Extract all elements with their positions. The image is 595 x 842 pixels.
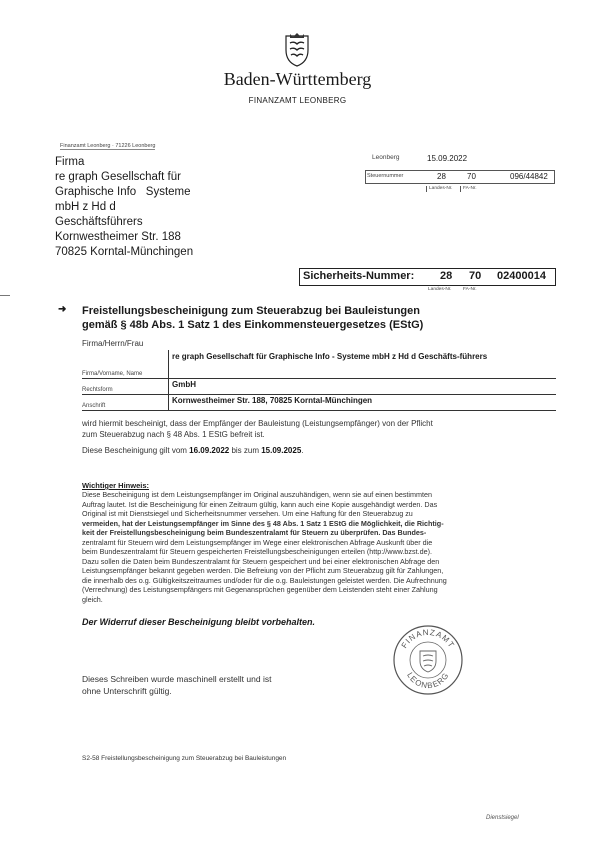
valid-to: 15.09.2025 (261, 446, 302, 455)
sicherheitsnummer-part: 70 (469, 270, 482, 282)
sicherheitsnummer-part: 02400014 (497, 270, 546, 282)
sicherheitsnummer-part: 28 (440, 270, 453, 282)
date-label: Leonberg (372, 154, 400, 161)
table-row (82, 394, 556, 411)
letterhead-office: FINANZAMT LEONBERG (248, 96, 347, 105)
heading-line: Freistellungsbescheinigung zum Steuerabzug bei Bauleistungen (82, 305, 420, 317)
closing-line: ohne Unterschrift gültig. (82, 686, 172, 696)
document-heading (82, 304, 423, 332)
hint-title: Wichtiger Hinweis: (82, 481, 150, 490)
validity-suffix: . (301, 446, 304, 455)
table-row-label: Rechtsform (82, 387, 113, 393)
table-row-value: re graph Gesellschaft für Graphische Info - Systeme mbH z Hd d Geschäfts-führers (172, 352, 488, 361)
hint-line: die innerhalb des o.g. Gültigkeitszeitraumes und/oder für die o.g. Bauleistungen geleistet werden. Die Aufrechnung (82, 575, 447, 585)
sicherheitsnummer-sublabel: Landes-Nr. (428, 287, 452, 292)
fold-mark (0, 295, 10, 296)
steuernummer-sublabel: Landes-Nr. (426, 186, 459, 192)
table-row-label: Anschrift (82, 403, 106, 409)
hint-line: vermeiden, hat der Leistungsempfänger im Sinne des § 48 Abs. 1 Satz 1 EStG die Möglichkeit, die Richtig- (82, 518, 444, 528)
closing-text (82, 673, 271, 697)
sender-line: Finanzamt Leonberg · 71226 Leonberg (60, 143, 156, 149)
validity-text (82, 446, 304, 455)
coat-of-arms-icon (282, 32, 312, 68)
table-row-value: GmbH (172, 380, 196, 389)
hint-line: zentralamt für Steuern wird dem Leistungsempfänger im Wege einer elektronischen Abfrage Auskunft über die (82, 537, 433, 547)
svg-text:LEONBERG (405, 671, 451, 691)
hint-line: Auftrag lautet. Ist die Bescheinigung für einen Zeitraum gültig, kann auch eine Kopie ausgehändigt werden. Das (82, 499, 438, 509)
hint-line: Leistungsempfänger bekannt gegeben werden. Die Befreiung von der Pflicht zum Steuerabzug gilt für Zahlungen, (82, 566, 444, 575)
recipient-line: Geschäftsführers (55, 216, 143, 228)
table-row (82, 378, 556, 395)
arrow-icon: ➜ (58, 304, 67, 315)
steuernummer-landes: 28 (437, 172, 446, 181)
recipient-line: re graph Gesellschaft für (55, 171, 181, 183)
hint-line: Diese Bescheinigung ist dem Leistungsempfänger im Original auszuhändigen, wenn sie auf einen bestimmten (82, 490, 432, 499)
hint-line: gleich. (82, 594, 103, 604)
validity-mid: bis zum (229, 446, 262, 455)
firma-label: Firma/Herrn/Frau (82, 339, 144, 348)
body-line: wird hiermit bescheinigt, dass der Empfänger der Bauleistung (Leistungsempfänger) von der Pflicht (82, 419, 433, 428)
hint-line: Dazu sollen die Daten beim Bundeszentralamt für Steuern gespeichert und bei einer elektronischen Abfrage den (82, 556, 440, 566)
form-footer: S2-58 Freistellungsbescheinigung zum Steuerabzug bei Bauleistungen (82, 755, 287, 762)
seal-signature: Dienstsiegel (486, 815, 519, 821)
steuernummer-fa: 70 (467, 172, 476, 181)
table-row-label: Firma/Vorname, Name (82, 371, 143, 377)
body-line: zum Steuerabzug nach § 48 Abs. 1 EStG befreit ist. (82, 429, 265, 439)
recipient-line: Firma (55, 156, 85, 168)
closing-line: Dieses Schreiben wurde maschinell erstellt und ist (82, 674, 272, 684)
table-separator (168, 378, 169, 394)
exemption-text (82, 419, 556, 440)
hint-line: beim Bundeszentralamt für Steuern gespeicherten Freistellungsbescheinigungen erteilen (http://www.bzst.de). (82, 547, 432, 556)
recipient-line: Graphische Info Systeme (55, 186, 191, 198)
steuernummer-sublabel: FA-Nr. (460, 186, 485, 192)
sicherheitsnummer-label: Sicherheits-Nummer: (303, 270, 415, 282)
steuernummer-label: Steuernummer (367, 173, 404, 179)
table-row-value: Kornwestheimer Str. 188, 70825 Korntal-Münchingen (172, 396, 373, 405)
recipient-address (55, 155, 193, 260)
table-separator (168, 350, 169, 378)
document-date: 15.09.2022 (427, 154, 468, 163)
table-row (82, 350, 556, 379)
valid-from: 16.09.2022 (189, 446, 230, 455)
hint-line: Original ist mit Dienstsiegel und Sicherheitsnummer versehen. Um eine Haftung für den Steuerabzug zu (82, 509, 413, 518)
hint-line: keit der Freistellungsbescheinigung beim Bundeszentralamt für Steuern zu überprüfen. Das Bundes- (82, 528, 427, 537)
validity-prefix: Diese Bescheinigung gilt vom (82, 446, 190, 455)
svg-text:FINANZAMT (400, 628, 457, 650)
hint-line: (Verrechnung) des Leistungsempfängers mit Gegenansprüchen gegenüber dem Leistenden steht einer Zahlung (82, 585, 438, 594)
letterhead-state: Baden-Württemberg (223, 69, 372, 89)
recipient-line: 70825 Korntal-Münchingen (55, 246, 194, 258)
official-seal-icon (391, 623, 465, 697)
revocation-notice: Der Widerruf dieser Bescheinigung bleibt vorbehalten. (82, 617, 315, 627)
recipient-line: Kornwestheimer Str. 188 (55, 231, 181, 243)
table-separator (168, 394, 169, 410)
heading-line: gemäß § 48b Abs. 1 Satz 1 des Einkommensteuergesetzes (EStG) (82, 319, 424, 331)
hint-text (82, 490, 562, 604)
steuernummer-number: 096/44842 (510, 172, 548, 181)
seal-top-text: FINANZAMT (399, 627, 457, 650)
recipient-line: mbH z Hd d (55, 201, 116, 213)
sicherheitsnummer-sublabel: FA-Nr. (463, 287, 477, 292)
seal-bottom-text: LEONBERG (405, 670, 451, 691)
